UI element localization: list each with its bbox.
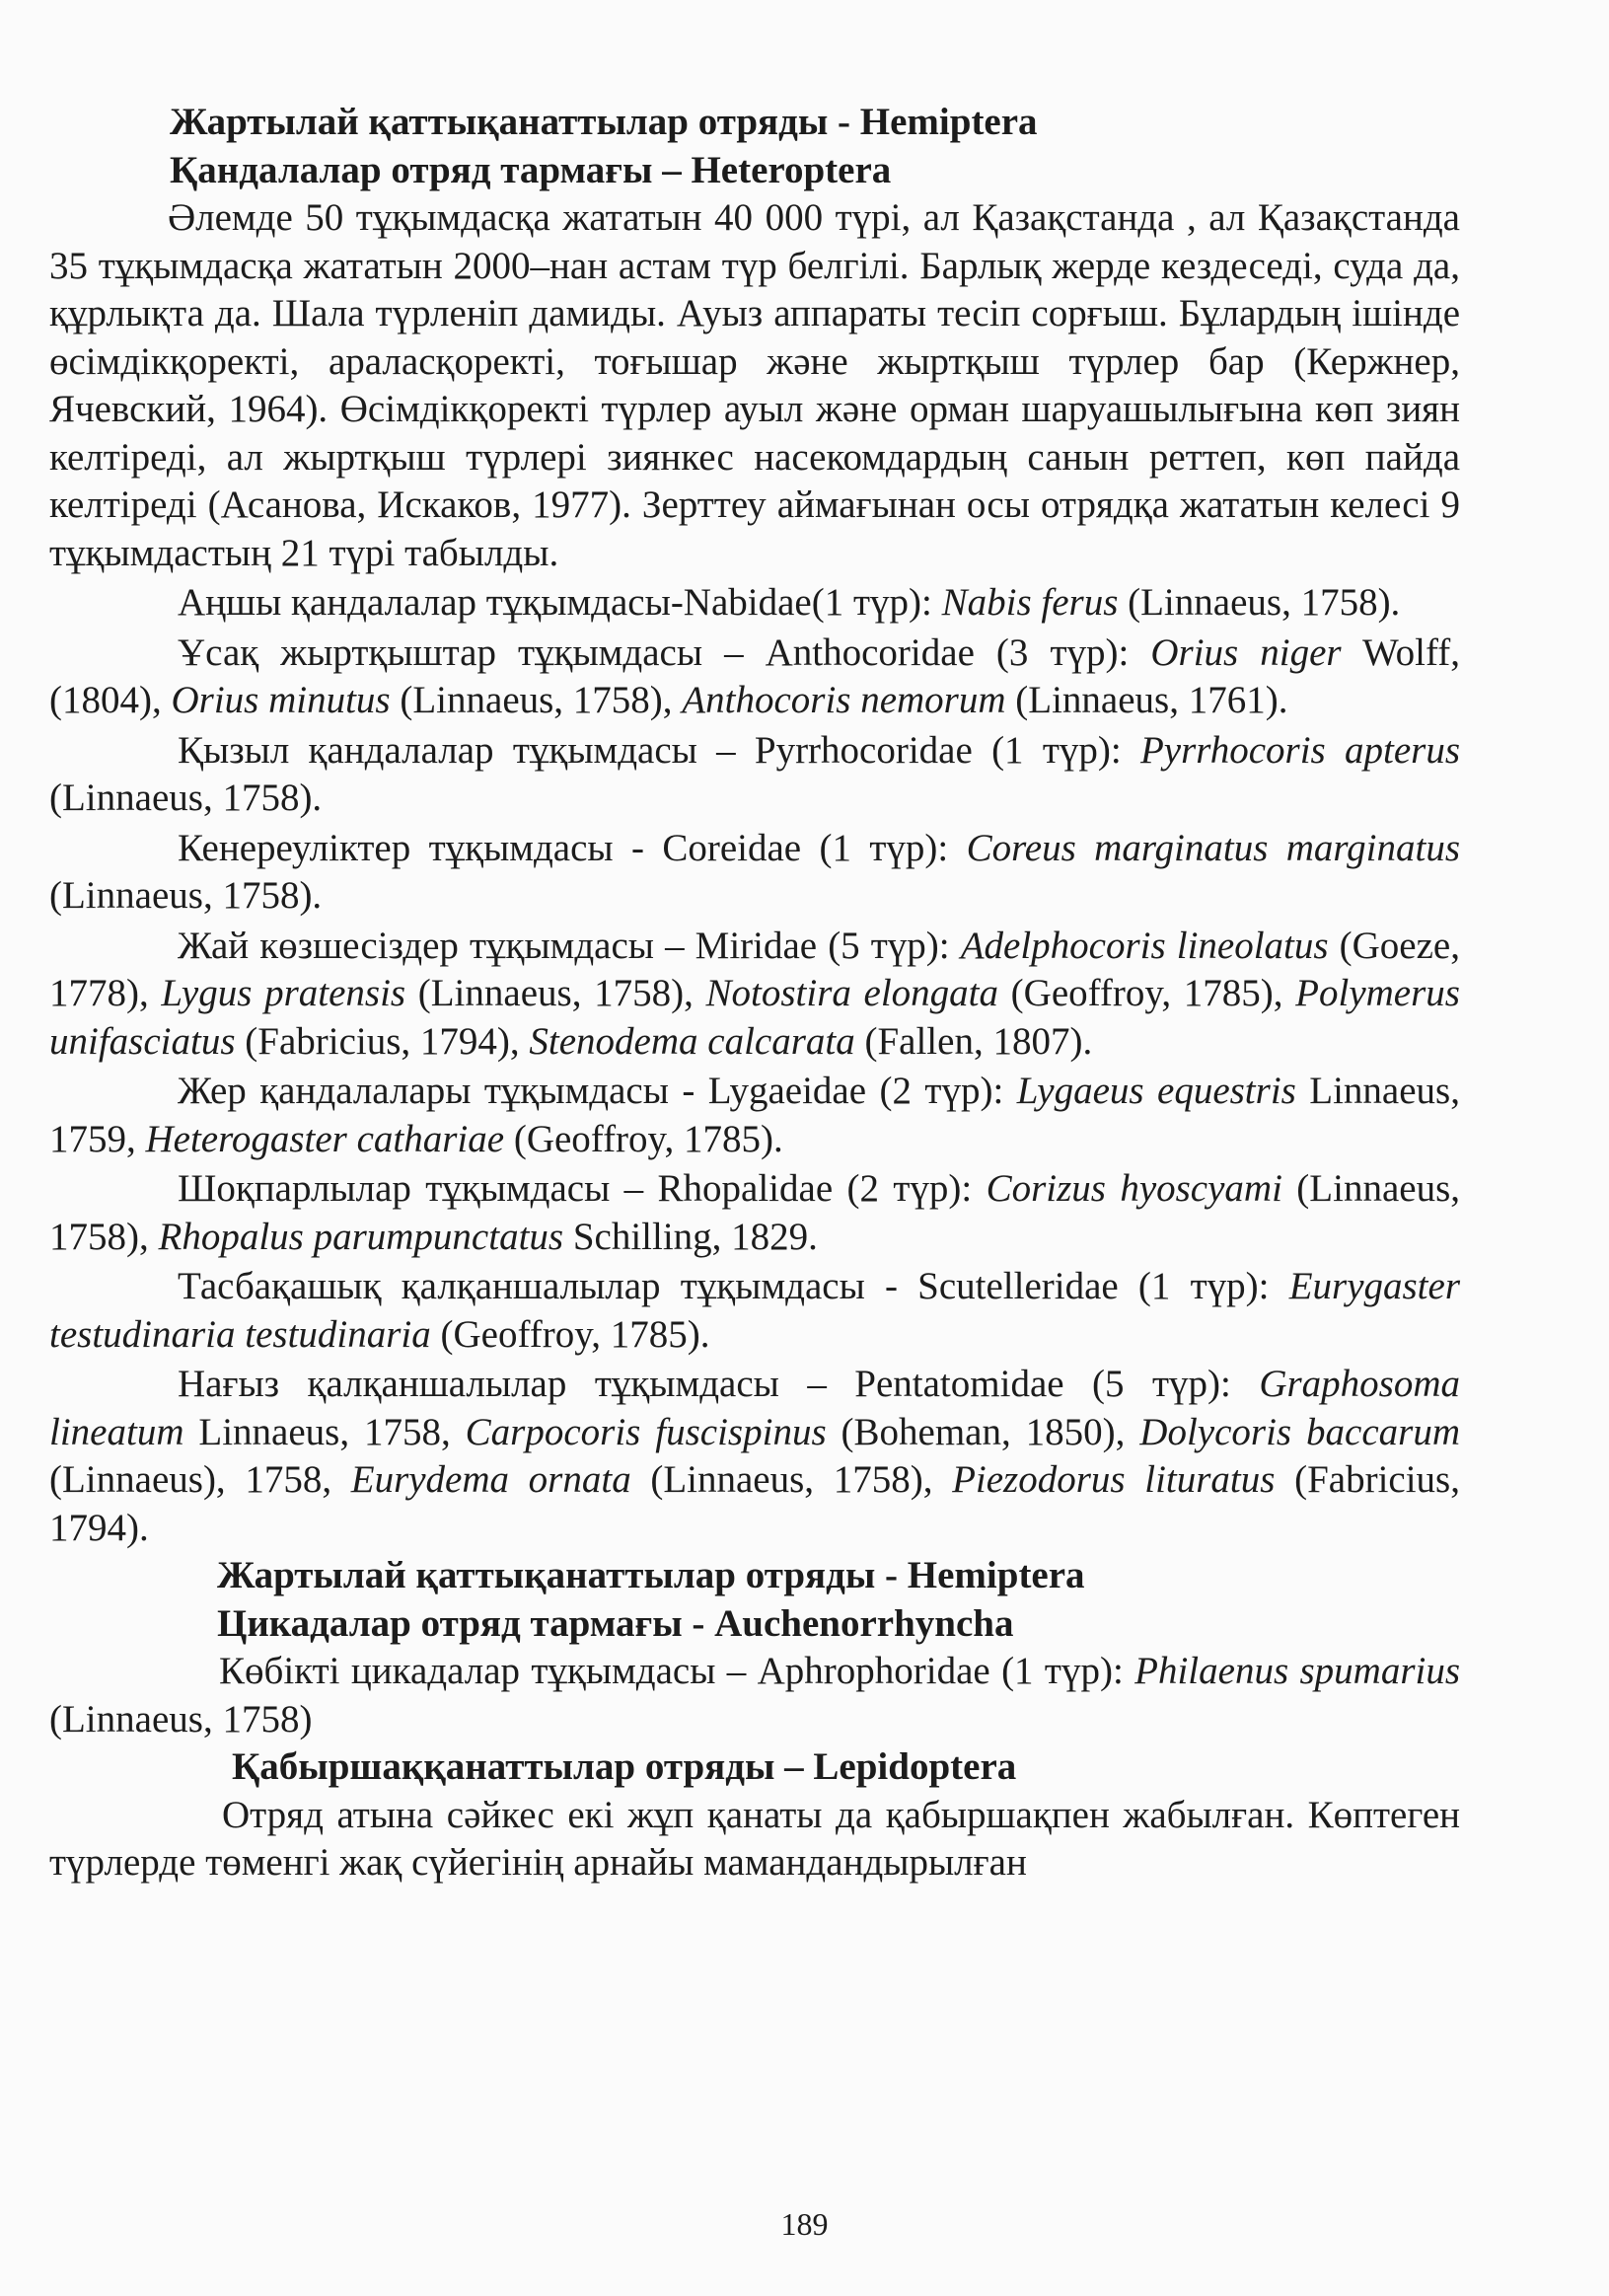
text-run: Тасбақашық қалқаншалылар тұқымдасы - Scutelleridae (1 түр):: [178, 1265, 1289, 1307]
text-run: Көбікті цикадалар тұқымдасы – Aphrophoridae (1 түр):: [219, 1650, 1135, 1692]
text-run: Wolff, (1804),: [49, 630, 1460, 721]
species-name: Carpocoris fuscispinus: [465, 1410, 827, 1453]
intro-paragraph: Әлемде 50 тұқымдасқа жататын 40 000 түрі, ал Қазақстанда , ал Қазақстанда 35 тұқымдасқа жататын 2000–нан астам түр белгілі. Барлық жерде кездеседі, суда да, құрлықта да. Шала түрленіп дамиды. Ауыз аппараты тесіп сорғыш. Бұлардың ішінде өсімдікқоректі, араласқоректі, тоғышар және жыртқыш түрлер бар (Кержнер, Ячевский, 1964). Өсімдікқоректі түрлер ауыл және орман шаруашылығына көп зиян келтіреді, ал жыртқыш түрлері зиянкес насекомдардың санын реттеп, көп пайда келтіреді (Асанова, Искаков, 1977). Зерттеу аймағынан осы отрядқа жататын келесі 9 тұқымдастың 21 түрі табылды.: [49, 196, 1460, 574]
text-run: (Linnaeus, 1758).: [1118, 581, 1401, 624]
species-name: Eurygaster testudinaria testudinaria: [49, 1265, 1460, 1356]
text-run: (Boheman, 1850),: [826, 1410, 1140, 1453]
text-column: [49, 99, 1460, 1888]
family-paragraph: [49, 1263, 1460, 1359]
species-name: Pyrrhocoris apterus: [1139, 728, 1460, 772]
species-name: Lygus pratensis: [161, 972, 406, 1014]
text-run: Жай көзшесіздер тұқымдасы – Miridae (5 түр):: [178, 924, 961, 967]
heading-lepidoptera: Қабыршаққанаттылар отряды – Lepidoptera: [232, 1745, 1017, 1788]
text-run: (Linnaeus, 1758),: [390, 679, 683, 721]
species-name: Corizus hyoscyami: [986, 1167, 1282, 1210]
text-run: Schilling, 1829.: [563, 1215, 818, 1258]
text-run: (Geoffroy, 1785),: [998, 972, 1296, 1014]
text-run: Linnaeus, 1759,: [49, 1070, 1460, 1160]
species-name: Piezodorus lituratus: [952, 1458, 1276, 1501]
family-paragraph: [49, 1361, 1460, 1552]
species-name: Stenodema calcarata: [529, 1019, 855, 1063]
species-name: Notostira elongata: [705, 972, 999, 1014]
text-run: (Linnaeus, 1758).: [49, 874, 323, 917]
cicada-paragraph: [49, 1648, 1460, 1743]
text-run: Шоқпарлылар тұқымдасы – Rhopalidae (2 түр):: [178, 1167, 987, 1210]
species-name: Anthocoris nemorum: [682, 679, 1006, 721]
family-paragraph: [49, 825, 1460, 921]
text-run: (Linnaeus), 1758,: [49, 1458, 351, 1501]
species-name: Adelphocoris lineolatus: [960, 924, 1329, 967]
text-run: Жер қандалалары тұқымдасы - Lygaeidae (2 түр):: [178, 1070, 1017, 1112]
text-run: (Geoffroy, 1785).: [504, 1117, 783, 1160]
heading-heteroptera: Қандалалар отряд тармағы – Heteroptera: [170, 148, 892, 191]
species-name: Lygaeus equestris: [1016, 1070, 1296, 1112]
lepidoptera-paragraph: Отряд атына сәйкес екі жұп қанаты да қабыршақпен жабылған. Көптеген түрлерде төменгі жақ сүйегінің арнайы мамандандырылған: [49, 1793, 1460, 1884]
species-name: Polymerus unifasciatus: [49, 972, 1460, 1063]
text-run: (Linnaeus, 1758),: [405, 972, 706, 1014]
species-name: Rhopalus parumpunctatus: [158, 1215, 564, 1258]
text-run: (Goeze, 1778),: [49, 924, 1460, 1014]
family-paragraph: [49, 1068, 1460, 1163]
species-name: Nabis ferus: [941, 581, 1119, 624]
text-run: (Linnaeus, 1761).: [1005, 679, 1288, 721]
heading-hemiptera-2: Жартылай қаттықанаттылар отряды - Hemiptera: [217, 1554, 1085, 1596]
text-run: (Linnaeus, 1758),: [49, 1167, 1460, 1258]
text-run: (Geoffroy, 1785).: [430, 1312, 710, 1356]
text-run: Нағыз қалқаншалылар тұқымдасы – Pentatomidae (5 түр):: [178, 1363, 1260, 1405]
species-name: Philaenus spumarius: [1134, 1650, 1461, 1692]
species-name: Dolycoris baccarum: [1139, 1410, 1460, 1453]
family-paragraph: [49, 579, 1460, 628]
heading-hemiptera: Жартылай қаттықанаттылар отряды - Hemiptera: [170, 101, 1038, 143]
species-name: Orius niger: [1150, 630, 1342, 674]
species-name: Graphosoma lineatum: [49, 1363, 1460, 1453]
text-run: Ұсақ жыртқыштар тұқымдасы – Anthocoridae (3 түр):: [178, 630, 1151, 674]
species-name: Coreus marginatus marginatus: [966, 826, 1461, 869]
text-run: (Fabricius, 1794).: [49, 1458, 1460, 1549]
text-run: (Fabricius, 1794),: [235, 1019, 530, 1063]
heading-auchenorrhyncha: Цикадалар отряд тармағы - Auchenorrhyncha: [217, 1601, 1014, 1645]
family-paragraph: [49, 630, 1460, 725]
family-paragraph: [49, 1165, 1460, 1261]
species-name: Heterogaster cathariae: [145, 1117, 505, 1160]
text-run: (Linnaeus, 1758),: [630, 1458, 953, 1501]
text-run: Қызыл қандалалар тұқымдасы – Pyrrhocoridae (1 түр):: [178, 728, 1140, 772]
text-run: Аңшы қандалалар тұқымдасы-Nabidae(1 түр):: [178, 581, 942, 624]
family-paragraph: [49, 923, 1460, 1067]
text-run: Linnaeus, 1758,: [183, 1410, 466, 1453]
text-run: (Linnaeus, 1758).: [49, 777, 323, 819]
family-list: [49, 579, 1460, 1552]
text-run: (Fallen, 1807).: [854, 1019, 1093, 1063]
family-paragraph: [49, 727, 1460, 823]
text-run: Кенереуліктер тұқымдасы - Coreidae (1 түр):: [178, 826, 967, 869]
page-number: 189: [780, 2206, 829, 2242]
species-name: Eurydema ornata: [350, 1458, 631, 1501]
species-name: Orius minutus: [171, 679, 391, 721]
text-run: (Linnaeus, 1758): [49, 1697, 313, 1741]
